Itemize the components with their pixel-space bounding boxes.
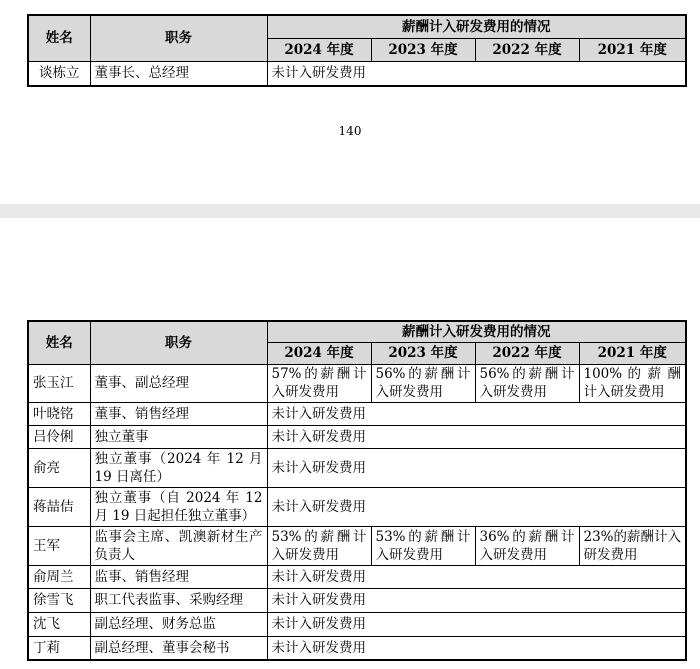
cell-position: 独立董事 bbox=[90, 425, 267, 448]
cell-name: 谈栋立 bbox=[28, 61, 90, 86]
header-year: 2022 年度 bbox=[475, 38, 579, 61]
cell-note: 未计入研发费用 bbox=[267, 402, 686, 425]
table-row bbox=[28, 61, 686, 86]
table-row bbox=[28, 448, 686, 487]
cell-position: 监事会主席、凯澳新材生产负责人 bbox=[90, 526, 267, 565]
cell-note: 未计入研发费用 bbox=[267, 588, 686, 612]
header-group: 薪酬计入研发费用的情况 bbox=[267, 321, 686, 342]
cell-position: 副总经理、董事会秘书 bbox=[90, 636, 267, 660]
header-position: 职务 bbox=[90, 15, 267, 61]
cell-name: 王军 bbox=[28, 526, 90, 565]
table-row bbox=[28, 526, 686, 565]
table-row bbox=[28, 425, 686, 448]
cell-note: 未计入研发费用 bbox=[267, 612, 686, 636]
cell-value: 36%的薪酬计入研发费用 bbox=[475, 526, 579, 565]
table-row bbox=[28, 364, 686, 402]
cell-value: 56%的薪酬计入研发费用 bbox=[371, 364, 475, 402]
header-name: 姓名 bbox=[28, 321, 90, 364]
compensation-table-bottom bbox=[27, 320, 687, 661]
cell-name: 吕伶俐 bbox=[28, 425, 90, 448]
header-year: 2023 年度 bbox=[371, 342, 475, 364]
cell-value: 53%的薪酬计入研发费用 bbox=[371, 526, 475, 565]
cell-position: 董事、副总经理 bbox=[90, 364, 267, 402]
cell-value: 57%的薪酬计入研发费用 bbox=[267, 364, 371, 402]
cell-value: 23%的薪酬计入研发费用 bbox=[579, 526, 686, 565]
cell-name: 叶晓铭 bbox=[28, 402, 90, 425]
cell-position: 副总经理、财务总监 bbox=[90, 612, 267, 636]
cell-note: 未计入研发费用 bbox=[267, 636, 686, 660]
table-row bbox=[28, 636, 686, 660]
cell-name: 蒋喆佶 bbox=[28, 487, 90, 526]
cell-position: 职工代表监事、采购经理 bbox=[90, 588, 267, 612]
header-year: 2022 年度 bbox=[475, 342, 579, 364]
cell-name: 徐雪飞 bbox=[28, 588, 90, 612]
page-number: 140 bbox=[338, 124, 362, 138]
table-row bbox=[28, 612, 686, 636]
header-group: 薪酬计入研发费用的情况 bbox=[267, 15, 686, 38]
cell-position: 独立董事（2024 年 12 月 19 日离任） bbox=[90, 448, 267, 487]
header-name: 姓名 bbox=[28, 15, 90, 61]
cell-note: 未计入研发费用 bbox=[267, 61, 686, 86]
table-row bbox=[28, 588, 686, 612]
header-year: 2021 年度 bbox=[579, 342, 686, 364]
cell-note: 未计入研发费用 bbox=[267, 448, 686, 487]
cell-position: 董事、销售经理 bbox=[90, 402, 267, 425]
cell-position: 独立董事（自 2024 年 12 月 19 日起担任独立董事） bbox=[90, 487, 267, 526]
header-year: 2024 年度 bbox=[267, 38, 371, 61]
cell-note: 未计入研发费用 bbox=[267, 425, 686, 448]
cell-position: 董事长、总经理 bbox=[90, 61, 267, 86]
header-year: 2021 年度 bbox=[579, 38, 686, 61]
table-row bbox=[28, 487, 686, 526]
header-position: 职务 bbox=[90, 321, 267, 364]
cell-value: 53%的薪酬计入研发费用 bbox=[267, 526, 371, 565]
compensation-table-top bbox=[27, 14, 687, 87]
cell-note: 未计入研发费用 bbox=[267, 487, 686, 526]
table-row bbox=[28, 402, 686, 425]
page-top bbox=[0, 0, 700, 196]
cell-value: 100% 的 薪 酬计入研发费用 bbox=[579, 364, 686, 402]
cell-name: 沈飞 bbox=[28, 612, 90, 636]
cell-name: 丁莉 bbox=[28, 636, 90, 660]
cell-name: 俞亮 bbox=[28, 448, 90, 487]
page-bottom bbox=[0, 218, 700, 669]
cell-name: 张玉江 bbox=[28, 364, 90, 402]
header-year: 2023 年度 bbox=[371, 38, 475, 61]
cell-name: 俞周兰 bbox=[28, 565, 90, 588]
page-divider bbox=[0, 204, 700, 218]
cell-value: 56%的薪酬计入研发费用 bbox=[475, 364, 579, 402]
header-year: 2024 年度 bbox=[267, 342, 371, 364]
cell-note: 未计入研发费用 bbox=[267, 565, 686, 588]
cell-position: 监事、销售经理 bbox=[90, 565, 267, 588]
table-row bbox=[28, 565, 686, 588]
